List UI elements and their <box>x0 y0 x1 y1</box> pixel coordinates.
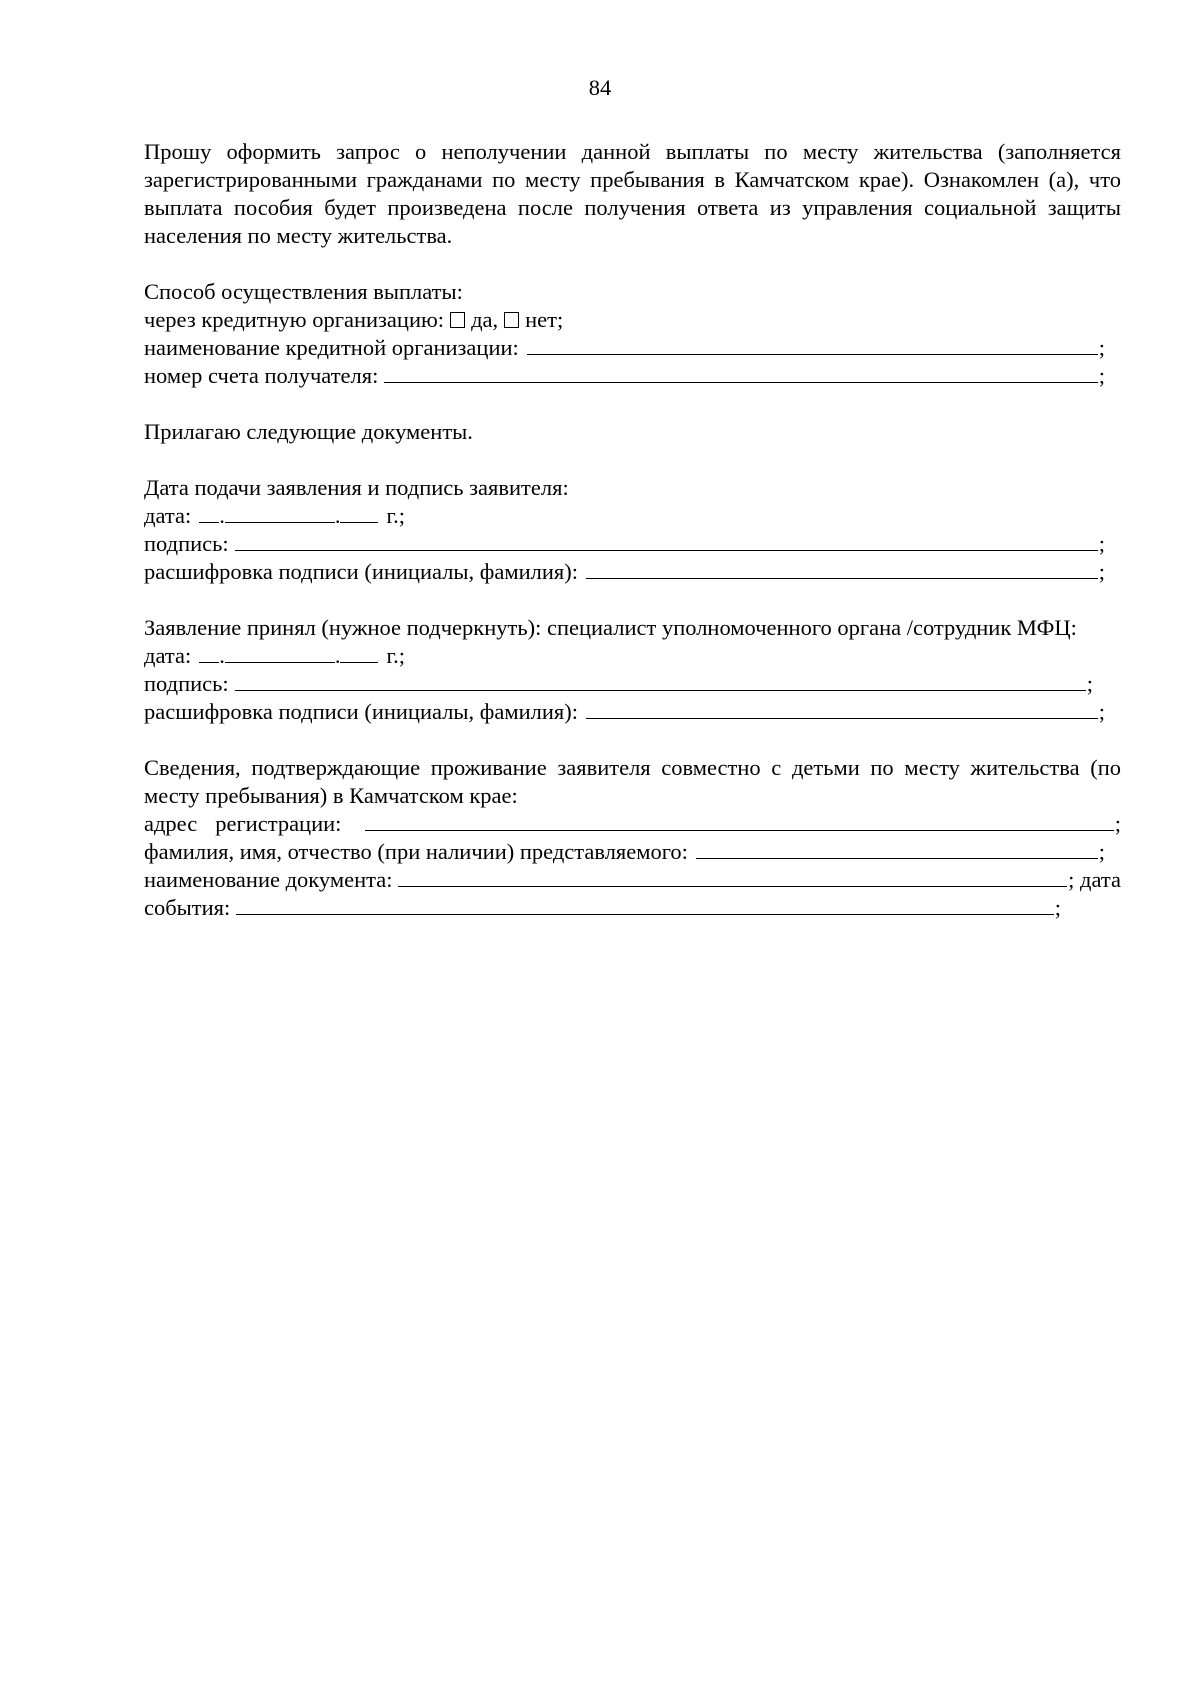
person-label: фамилия, имя, отчество (при наличии) представляемого: <box>144 839 688 864</box>
applicant-decoding-field[interactable] <box>586 559 1098 579</box>
attachments-row: Прилагаю следующие документы. <box>144 419 473 444</box>
form-content <box>144 138 1121 922</box>
bank-name-label: наименование кредитной организации: <box>144 335 519 360</box>
address-field[interactable] <box>365 811 1113 831</box>
applicant-heading: Дата подачи заявления и подпись заявителя: <box>144 475 569 500</box>
applicant-signature-field[interactable] <box>235 531 1098 551</box>
page-number: 84 <box>588 75 612 100</box>
account-row: номер счета получателя: ; <box>144 363 1105 388</box>
receiver-date-label: дата: <box>144 643 192 668</box>
applicant-year-suffix: г.; <box>386 503 406 528</box>
applicant-signature-label: подпись: <box>144 531 229 556</box>
address-label-2: регистрации: <box>215 811 342 836</box>
account-field[interactable] <box>384 363 1097 383</box>
applicant-year-field[interactable] <box>340 503 378 523</box>
bank-name-row: наименование кредитной организации: ; <box>144 335 1105 360</box>
applicant-signature-row: подпись: ; <box>144 531 1105 556</box>
applicant-day-field[interactable] <box>199 503 219 523</box>
event-date-field[interactable] <box>236 895 1053 915</box>
receiver-year-suffix: г.; <box>386 643 406 668</box>
checkbox-no[interactable] <box>504 312 519 328</box>
credit-org-choice <box>144 306 1121 334</box>
receiver-month-field[interactable] <box>225 643 335 663</box>
receiver-heading: Заявление принял (нужное подчеркнуть): специалист уполномоченного органа /сотрудник МФЦ: <box>144 615 1077 640</box>
applicant-decoding-label: расшифровка подписи (инициалы, фамилия): <box>144 559 579 584</box>
document-suffix: ; дата <box>1068 867 1121 892</box>
applicant-month-field[interactable] <box>225 503 335 523</box>
receiver-decoding-row: расшифровка подписи (инициалы, фамилия): ; <box>144 699 1105 724</box>
address-row: адрес регистрации: ; <box>144 811 1121 836</box>
person-row: фамилия, имя, отчество (при наличии) представляемого: ; <box>144 839 1105 864</box>
option-yes-label: да, <box>471 307 499 332</box>
option-no-label: нет; <box>525 307 564 332</box>
receiver-year-field[interactable] <box>340 643 378 663</box>
receiver-decoding-field[interactable] <box>586 699 1098 719</box>
intro-paragraph: Прошу оформить запрос о неполучении данной выплаты по месту жительства (заполняется зарегистрированными гражданами по месту пребывания в Камчатском крае). Ознакомлен (а), что выплата пособия будет произведена после получения ответа из управления социальной защиты населения по месту жительства. <box>144 139 1121 248</box>
payment-heading: Способ осуществления выплаты: <box>144 279 463 304</box>
person-field[interactable] <box>696 839 1098 859</box>
document-row <box>144 866 1121 894</box>
event-label: события: <box>144 895 231 920</box>
credit-org-label: через кредитную организацию: <box>144 307 445 332</box>
bank-name-field[interactable] <box>527 335 1098 355</box>
checkbox-yes[interactable] <box>450 312 465 328</box>
applicant-date-label: дата: <box>144 503 192 528</box>
receiver-signature-label: подпись: <box>144 671 229 696</box>
document-field[interactable] <box>398 867 1067 887</box>
receiver-signature-row: подпись: ; <box>144 671 1093 696</box>
receiver-decoding-label: расшифровка подписи (инициалы, фамилия): <box>144 699 579 724</box>
receiver-signature-field[interactable] <box>235 671 1086 691</box>
receiver-date-row: дата: . . г.; <box>144 643 406 668</box>
receiver-day-field[interactable] <box>199 643 219 663</box>
applicant-date-row: дата: . . г.; <box>144 503 406 528</box>
applicant-decoding-row: расшифровка подписи (инициалы, фамилия): ; <box>144 559 1105 584</box>
account-label: номер счета получателя: <box>144 363 379 388</box>
address-label-1: адрес <box>144 811 198 836</box>
residence-heading: Сведения, подтверждающие проживание заявителя совместно с детьми по месту жительства (по месту пребывания) в Камчатском крае: <box>144 755 1121 808</box>
document-label: наименование документа: <box>144 867 393 892</box>
event-row: события: ; <box>144 895 1061 920</box>
